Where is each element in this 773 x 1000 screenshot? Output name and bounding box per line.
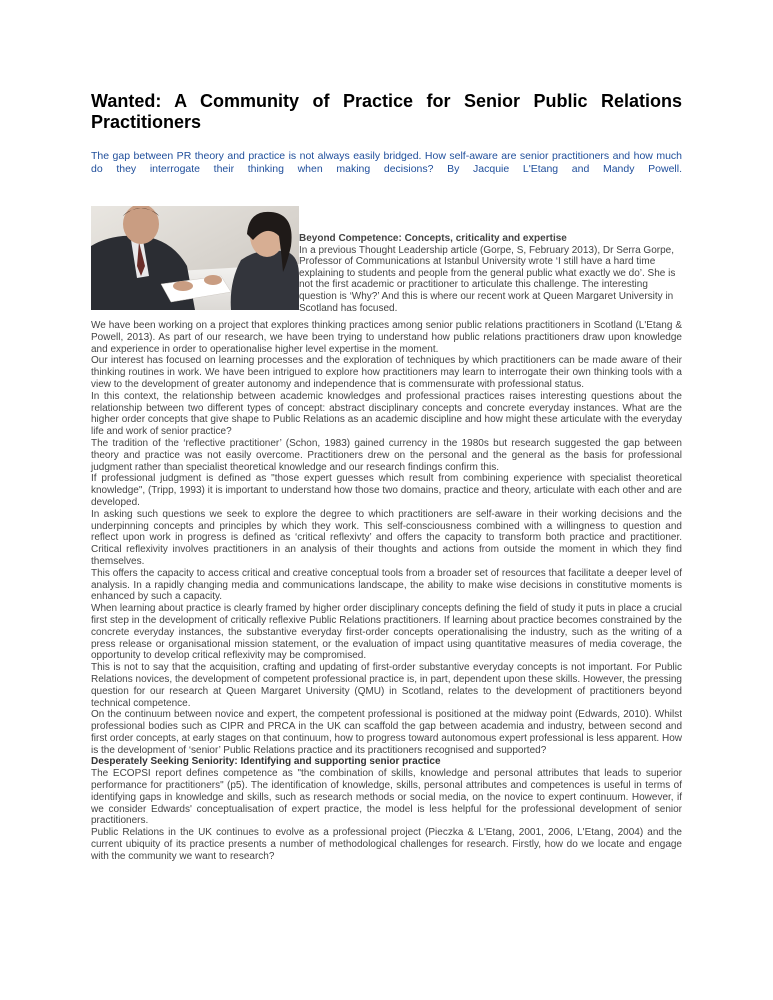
paragraph: This is not to say that the acquisition, crafting and updating of first-order substantive everyday concepts is not important. For Public Relations novices, the development of competent professional practice is, in part, dependent upon these skills. However, the pressing question for our research at Queen Margaret University (QMU) in Scotland, relates to the development of practitioners beyond technical competence.	[91, 662, 682, 709]
article-body	[91, 320, 682, 863]
section-heading-desperately-seeking-seniority: Desperately Seeking Seniority: Identifying and supporting senior practice	[91, 756, 441, 768]
paragraph: In this context, the relationship between academic knowledges and professional practices raises interesting questions about the relationship between two different types of concept: abstract disciplinary concepts and concrete everyday instances. What are the higher order concepts that give shape to Public Relations as an academic discipline and how might these articulate with the everyday life and work of senior practice?	[91, 390, 682, 438]
intro-text	[299, 233, 682, 314]
paragraph: In asking such questions we seek to explore the degree to which practitioners are self-aware in their working decisions and the underpinning concepts and principles by which they work. This self-consciousness combined with a willingness to question and reflect upon work in progress is defined as ‘critical reflexivty’ and offers the capacity to transform both practice and practitioner. Critical reflexivity involves practitioners in an analysis of their thoughts and actions from outside the moment in which they find themselves.	[91, 508, 682, 567]
paragraph: When learning about practice is clearly framed by higher order disciplinary concepts defining the field of study it puts in place a crucial first step in the development of critically reflexive Public Relations practitioners. If learning about practice becomes constrained by the concrete everyday instances, the substantive everyday first-order concepts operationalising the industry, such as the writing of a press release or organisational mission statement, or the evaluation of impact using quantitative measures of media coverage, the opportunity to develop critical reflexivity may be compromised.	[91, 603, 682, 662]
paragraph: If professional judgment is defined as "those expert guesses which result from combining experience with specialist theoretical knowledge", (Tripp, 1993) it is important to understand how those two domains, practice and theory, articulate with each other and are developed.	[91, 473, 682, 508]
article-title: Wanted: A Community of Practice for Senior Public Relations Practitioners	[91, 91, 682, 132]
paragraph: Public Relations in the UK continues to evolve as a professional project (Pieczka & L'Etang, 2001, 2006, L'Etang, 2004) and the current ubiquity of its practice presents a number of methodological challenges for research. Firstly, how do we locate and engage with the community we want to research?	[91, 827, 682, 862]
intro-block	[91, 206, 682, 322]
section-heading-beyond-competence: Beyond Competence: Concepts, criticality and expertise	[299, 233, 567, 244]
paragraph: We have been working on a project that explores thinking practices among senior public relations practitioners in Scotland (L'Etang & Powell, 2013). As part of our research, we have been trying to understand how public relations practitioners draw upon knowledge and experience in order to operationalise higher level expertise in the moment.	[91, 320, 682, 355]
paragraph: This offers the capacity to access critical and creative conceptual tools from a broader set of resources that facilitate a deeper level of analysis. In a rapidly changing media and communications landscape, the ability to make wise decisions in constitutive moments is enhanced by such a capacity.	[91, 567, 682, 603]
paragraph: Our interest has focused on learning processes and the exploration of techniques by which practitioners can be made aware of their thinking routines in work. We have been intrigued to explore how practitioners may learn to interrogate their own thinking tools with a view to the development of greater autonomy and independence that is commensurate with professional status.	[91, 355, 682, 390]
paragraph: The ECOPSI report defines competence as "the combination of skills, knowledge and personal attributes that leads to superior performance for practitioners" (p5). The identification of knowledge, skills, personal attributes and competences is useful in terms of identifying gaps in knowledge and skills, such as research methods or social media, on the novice to expert continuum. However, if we consider Edwards' conceptualisation of expert practice, the model is less helpful for the professional development of senior practitioners.	[91, 768, 682, 827]
paragraph: The tradition of the ‘reflective practitioner’ (Schon, 1983) gained currency in the 1980s but research suggested the gap between theory and practice was not easily overcome. Practitioners drew on the personal and the general as the basis for professional judgment rather than specialist theoretical knowledge and our research findings confirm this.	[91, 437, 682, 473]
article-lede: The gap between PR theory and practice is not always easily bridged. How self-aware are senior practitioners and how much do they interrogate their thinking when making decisions? By Jacquie L'Etang and Mandy Powell.	[91, 150, 682, 175]
paragraph: On the continuum between novice and expert, the competent professional is positioned at the midway point (Edwards, 2010). Whilst professional bodies such as CIPR and PRCA in the UK can scaffold the gap between academia and industry, between second and first order concepts, at early stages on that continuum, how to progress toward autonomous expert professional is less apparent. How is the development of ‘senior’ Public Relations practice and its practitioners recognised and supported?	[91, 709, 682, 756]
meeting-photo	[91, 206, 299, 310]
article	[91, 91, 682, 863]
intro-paragraph: In a previous Thought Leadership article (Gorpe, S, February 2013), Dr Serra Gorpe, Professor of Communications at Istanbul University wrote ‘I still have a hard time explaining to students and people from the general public what exactly we do’. She is not the first academic or practitioner to articulate this challenge. The interesting question is ‘Why?’ And this is where our recent work at Queen Margaret University in Scotland has focused.	[299, 244, 676, 314]
